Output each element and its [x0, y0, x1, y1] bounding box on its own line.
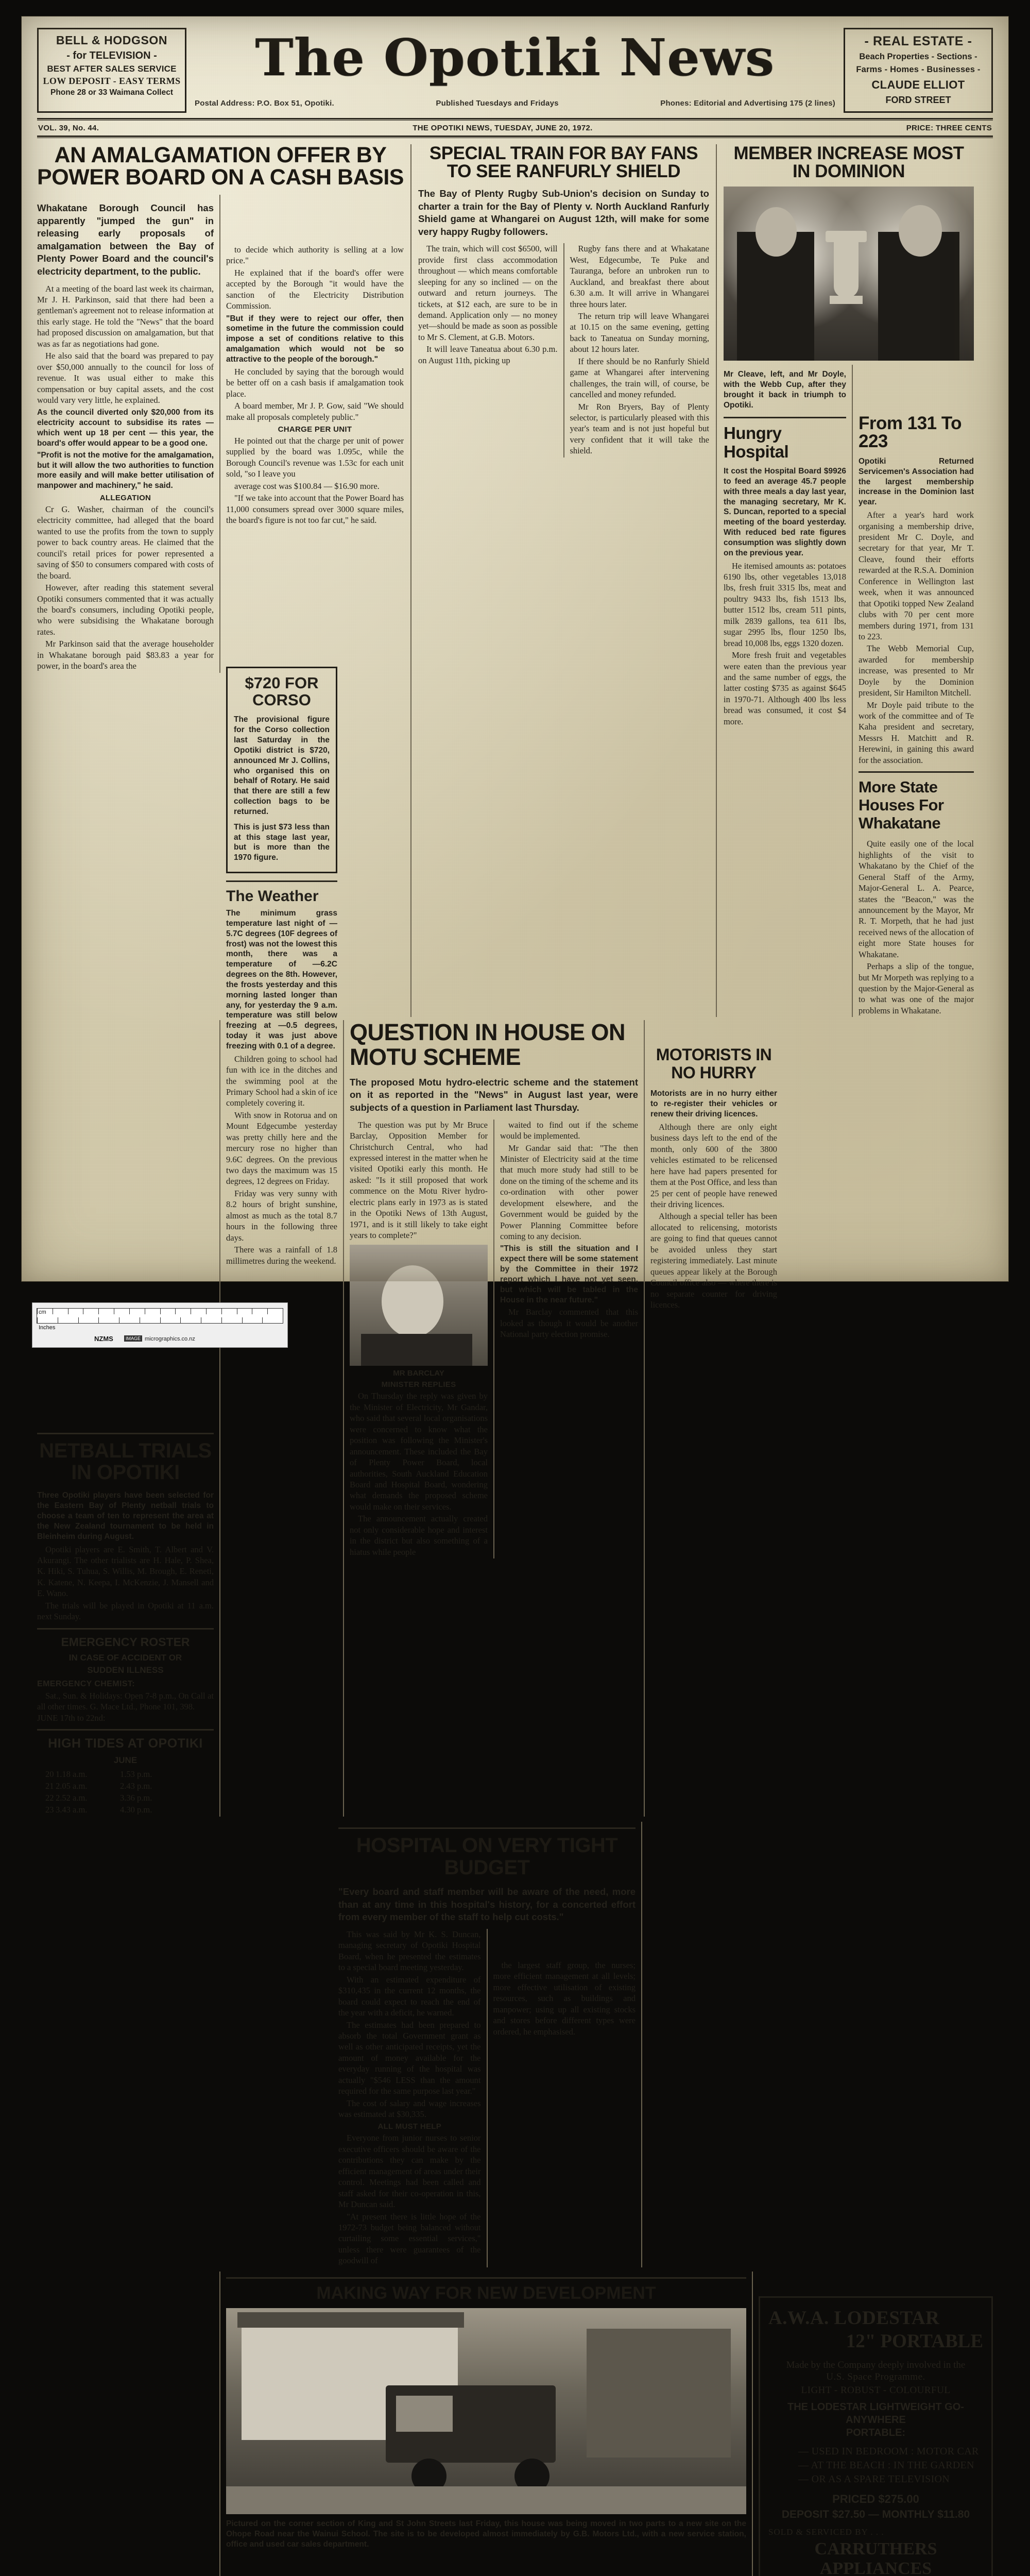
ad-service-line: BEST AFTER SALES SERVICE	[47, 64, 177, 74]
weather-bold-para: The minimum grass temperature last night of —5.7C degrees (10F degrees of frost) was not the lowest this month, there was a temperature of —6.2C degrees on the 8th. However, the frosts yesterday and this morning lasted longer than any, for yesterday the 9 a.m. temperature was still below freezing at —0.5 degrees, today it was just above freezing with 0.1 of a degree.	[226, 909, 337, 1050]
awa-bullet: — AT THE BEACH : IN THE GARDEN	[798, 2460, 974, 2471]
amalgamation-para: He concluded by saying that the borough would be better off on a cash basis if amalgamation took place.	[226, 366, 404, 399]
table-row	[37, 1781, 214, 1791]
awa-line-2: U.S. Space Programme.	[826, 2371, 925, 2383]
amalgamation-para: He pointed out that the charge per unit of power supplied by the board was 1.095c, while the Borough Council's revenue was 1.53c for each unit sold, "so I leave you	[226, 435, 404, 479]
photo-mr-barclay	[350, 1245, 488, 1366]
amalgamation-para: However, after reading this statement several Opotiki consumers commented that it was actually the board's consumers, including Opotiki people, who were subsidising the Whakatane borough rates.	[37, 583, 214, 637]
amalgamation-bold-para: As the council diverted only $20,000 from its electricity account to subsidise its rates — which went up 18 per cent — this year, the board's offer would appear to be a good one.	[37, 408, 214, 448]
column-corso-weather	[226, 659, 337, 1817]
column-sidebar-left	[37, 1020, 214, 1817]
tight-budget-headline: HOSPITAL ON VERY TIGHT BUDGET	[356, 1834, 618, 1879]
netball-para: Opotiki players are E. Smith, T. Albert and V. Akurangi. The other trialists are H. Hale, P. Shea, K. Hiki, S. Tuhua, S. Willis, M. Brough, E. Reneti, K. Katene, N. Keepa, I. McKenzie, J. Mansell and E. Wano.	[37, 1544, 214, 1599]
development-headline: MAKING WAY FOR NEW DEVELOPMENT	[316, 2283, 656, 2303]
column-awa-ad	[759, 2272, 993, 2576]
member-right-col	[859, 365, 974, 1017]
corso-para: This is just $73 less than at this stage last year, but is more than the 1970 figure.	[234, 822, 330, 862]
masthead-rule-bottom	[37, 135, 993, 138]
member-para: The Webb Memorial Cup, awarded for membership increase, was presented to Mr Doyle by the Dominion president, Sir Hamilton Mitchell.	[859, 643, 974, 698]
netball-para: The trials will be played in Opotiki at 11 a.m. next Sunday.	[37, 1600, 214, 1622]
hungry-para: He itemised amounts as: potatoes 6190 lbs, other vegetables 13,018 lbs, fresh fruit 3315 lbs, meat and poultry 9433 lbs, fish 1513 lbs, butter 1512 lbs, cream 511 pints, milk 2839 gallons, tea 611 lbs, sugar 2995 lbs, flour 1250 lbs, bread 10,008 lbs, eggs 1320 dozen.	[724, 561, 846, 648]
tide-am: 1.18 a.m.	[56, 1769, 88, 1780]
minister-replies-subhead: MINISTER REPLIES	[381, 1380, 456, 1389]
amalgamation-para: A board member, Mr J. P. Gow, said "We should make all proposals completely public."	[226, 401, 404, 422]
weather-headline: The Weather	[226, 888, 319, 905]
tide-am: 2.52 a.m.	[56, 1793, 88, 1803]
tight-budget-para: The cost of salary and wage increases was estimated at $30,335.	[338, 2098, 481, 2119]
cover-price: PRICE: THREE CENTS	[906, 124, 992, 132]
ad-agent-name: CLAUDE ELLIOT	[871, 78, 965, 91]
tide-day: 21	[45, 1781, 54, 1791]
awa-subtitle: 12" PORTABLE	[846, 2330, 983, 2352]
train-col-2	[570, 243, 710, 457]
corso-para: The provisional figure for the Corso collection last Saturday in the Opotiki district is $720, announced Mr J. Collins, who organised this on behalf of Rotary. He said that there are still a few collection bags to be returned.	[234, 715, 330, 816]
corso-headline: $720 FOR CORSO	[245, 674, 319, 709]
motu-col-2	[500, 1120, 638, 1558]
awa-lodestar-ad[interactable]	[759, 2296, 993, 2576]
emergency-line-1: IN CASE OF ACCIDENT OR	[68, 1652, 182, 1663]
motu-para: Mr Barclay commented that this looked as though it would be another National party election promise.	[500, 1307, 638, 1340]
column-right	[724, 144, 974, 1017]
tide-pm: 4.30 p.m.	[120, 1805, 152, 1815]
all-must-help-subhead: ALL MUST HELP	[377, 2122, 442, 2131]
amalgamation-para: Cr G. Washer, chairman of the council's electricity committee, had alleged that the board wanted to use the profits from the town to supply power to back country areas. He claimed that the council's retail prices for power represented a saving of $50 to consumers compared with costs of the board.	[37, 504, 214, 581]
ad-tagline: - for TELEVISION -	[66, 49, 157, 61]
ad-farms-line: Farms - Homes - Businesses -	[856, 65, 981, 75]
emergency-line-2: SUDDEN ILLNESS	[87, 1665, 164, 1675]
claude-elliot-ad[interactable]	[844, 28, 993, 113]
top-section	[37, 144, 993, 1017]
volume-number: VOL. 39, No. 44.	[38, 124, 99, 132]
column-motorists	[650, 1020, 777, 1817]
train-para: The return trip will leave Whangarei at 10.15 on the same evening, getting back to Taneatua on Sunday morning, about 12 hours later.	[570, 311, 709, 354]
column-centre	[418, 144, 709, 1017]
tides-table	[37, 1769, 214, 1815]
member-para: Mr Doyle paid tribute to the work of the committee and of Te Kaha president and secretary, Messrs H. Matchitt and R. Herewini, in gaining this award for the association.	[859, 700, 974, 765]
weather-para: Children going to school had fun with ice in the ditches and the swimming pool at the Primary School had a skin of ice completely covering it.	[226, 1054, 337, 1108]
masthead-subline	[195, 99, 835, 108]
development-block	[226, 2272, 746, 2576]
awa-sold-by: SOLD & SERVICED BY . . .	[768, 2527, 884, 2537]
state-houses-para: Quite easily one of the local highlights of the visit to Whakatano by the Chief of the General Staff of the Army, Major-General L. A. Pearce, states the "Beacon," was the announcement by the Mayor, Mr R. T. Morpeth, that he had just received news of the allocation of eight more State houses for Whakatane.	[859, 839, 974, 959]
motu-para: On Thursday the reply was given by the Minister of Electricity, Mr Gandar, who said that several local organisations were concerned to know what the position was following the Minister's announcement. These included the Bay of Plenty Power Board, local authorities, South Auckland Education Board and Hospital Board, wondering what demands the proposed scheme would make on their services.	[350, 1391, 488, 1512]
high-tides-title: HIGH TIDES AT OPOTIKI	[48, 1736, 203, 1751]
amalgamation-lede: Whakatane Borough Council has apparently "jumped the gun" in releasing early proposals of amalgamation between the Bay of Plenty Power Board and the council's electricity department, to the public.	[37, 202, 214, 277]
awa-company: CARRUTHERS APPLIANCES	[814, 2539, 937, 2576]
hungry-hospital-title: Hungry Hospital	[724, 423, 789, 461]
motu-para: Mr Gandar said that: "The then Minister of Electricity said at the time that much more study had still to be done on the timing of the scheme and its co-ordination with other power development elsewhere, and the Government would be guided by the Power Planning Committee before coming to any decision.	[500, 1143, 638, 1242]
awa-bullet: — OR AS A SPARE TELEVISION	[798, 2473, 950, 2485]
train-para: Mr Ron Bryers, Bay of Plenty selector, is particularly pleased with this year's team and is not just hopeful but very confident that it will take the shield.	[570, 401, 709, 456]
postal-address: Postal Address: P.O. Box 51, Opotiki.	[195, 99, 334, 108]
hungry-lede: It cost the Hospital Board $9926 to feed an average 45.7 people with three meals a day last year, the managing secretary, Mr K. S. Duncan, reported to a special meeting of the board yesterday. With reduced bed rate figures consumption was slightly down on the previous year.	[724, 467, 846, 557]
weather-section	[226, 888, 337, 1266]
photo-cleave-doyle-webb-cup	[724, 187, 974, 361]
netball-lede: Three Opotiki players have been selected for the Eastern Bay of Plenty netball trials to choose a team of ten to represent the area at the New Zealand tournament to be held in Bleinheim during August.	[37, 1491, 214, 1541]
tight-budget-col-1	[338, 1929, 481, 2267]
awa-terms: DEPOSIT $27.50 — MONTHLY $11.80	[781, 2509, 970, 2521]
awa-line-1: Made by the Company deeply involved in the	[786, 2359, 966, 2370]
column-motu	[350, 1020, 638, 1817]
amalgamation-col-2	[226, 195, 404, 673]
microfilm-scale-bar	[32, 1302, 288, 1348]
ad-real-estate-heading: - REAL ESTATE -	[864, 34, 972, 48]
hungry-hospital-headline	[724, 424, 846, 462]
amalgamation-bold-para: "Profit is not the motive for the amalgamation, but it will allow the two authorities to function more easily and will make better utilisation of manpower and machinery," he said.	[37, 450, 214, 490]
nzms-logo: NZMS	[94, 1335, 113, 1343]
tides-month: JUNE	[113, 1755, 138, 1766]
motorists-para: Although a special teller has been allocated to relicensing, motorists are going to find that queues cannot be avoided unless they start registering immediately. Last minute queues appear likely at the Borough Council office also — where there is no separate counter for driving licences.	[650, 1211, 777, 1310]
masthead	[37, 28, 993, 113]
tight-budget-para: This was said by Mr K. S. Duncan, managing secretary of Opotiki Hospital Board, when he presented the estimates to a special board meeting yesterday.	[338, 1929, 481, 1973]
from-131-to-223-headline: From 131 To 223	[859, 413, 962, 451]
amalgamation-para: He explained that if the board's offer were accepted by the Borough "it would have the sanction of the Electricity Distribution Commission.	[226, 267, 404, 311]
awa-price: PRICED $275.00	[832, 2493, 919, 2506]
tide-pm: 1.53 p.m.	[120, 1769, 152, 1780]
weather-para: Friday was very sunny with 8.2 hours of bright sunshine, almost as much as the total 8.7 hours in the following three days.	[226, 1188, 337, 1243]
awa-line-3: LIGHT - ROBUST - COLOURFUL	[801, 2385, 951, 2396]
train-para: It will leave Taneatua about 6.30 p.m. on August 11th, picking up	[418, 344, 558, 365]
motu-lede: The proposed Motu hydro-electric scheme and the statement on it as reported in the "News" in August last year, were subjects of a question in Parliament last Thursday.	[350, 1076, 638, 1113]
train-para: If there should be no Ranfurly Shield game at Whangarei after intervening challenges, the train will, of course, be cancelled and money refunded.	[570, 356, 709, 400]
amalgamation-para: Mr Parkinson said that the average householder in Whakatane borough paid $83.83 a year for power, in the board's area the	[37, 639, 214, 671]
train-para: The train, which will cost $6500, will provide first class accommodation throughout — which means comfortable sleeping for any so inclined — on the outward and return journeys. The tickets, at $12 each, are sure to be in demand. Application only — no money yet—should be made as soon as possible to Mr S. Clement, at G.B. Motors.	[418, 244, 558, 342]
weather-para: With snow in Rotorua and on Mount Edgecumbe yesterday was pretty chilly here and the mercury rose no higher than 9.6C degrees. On the previous two days the maximum was 15 degrees, 12 degrees on Friday.	[226, 1110, 337, 1187]
masthead-title-block	[186, 28, 844, 113]
awa-title: A.W.A. LODESTAR	[768, 2307, 940, 2329]
ad-phone-line: Phone 28 or 33 Waimana Collect	[50, 88, 174, 97]
barclay-photo-caption: MR BARCLAY	[393, 1369, 444, 1378]
tide-pm: 3.36 p.m.	[120, 1793, 152, 1803]
amalgamation-para: average cost was $100.84 — $16.90 more.	[234, 481, 380, 491]
awa-bullet: — USED IN BEDROOM : MOTOR CAR	[798, 2446, 979, 2458]
member-para: Opotiki Returned Servicemen's Association had the largest membership increase in the Dominion last year.	[859, 457, 974, 507]
tide-am: 2.05 a.m.	[56, 1781, 88, 1791]
tide-am: 3.43 a.m.	[56, 1805, 88, 1815]
tide-day: 22	[45, 1793, 54, 1803]
emergency-roster-title: EMERGENCY ROSTER	[61, 1635, 190, 1649]
ad-company-name: BELL & HODGSON	[56, 33, 168, 47]
emergency-chemist-body: Sat., Sun. & Holidays: Open 7-8 p.m., On Call at all other times. G. Mace Ltd., Phone 101, 398.	[37, 1690, 214, 1711]
amalgamation-para: "If we take into account that the Power Board has 11,000 consumers spread over 3000 square miles, the board's figure is not too far cut," he said.	[226, 493, 404, 526]
photo-caption: Mr Cleave, left, and Mr Doyle, with the Webb Cup, after they brought it back in triumph to Opotiki.	[724, 370, 846, 410]
awa-bold-2: PORTABLE:	[846, 2427, 906, 2439]
member-left-col	[724, 365, 846, 1017]
amalgamation-bold-para: "But if they were to reject our offer, then sometime in the future the commission could impose a set of conditions relative to this amalgamation which would not be so attractive to the people of the borough."	[226, 314, 404, 364]
table-row	[37, 1769, 214, 1780]
bottom-section	[37, 2272, 993, 2576]
tight-budget-para: "At present there is little hope of the 1972-73 budget being balanced without curtailing some essential services," unless there were guarantees of the goodwill of	[338, 2211, 481, 2266]
corso-box	[226, 667, 337, 873]
tight-budget-para: The estimates had been prepared to absorb the total Government grant as well as other anticipated receipts, yet the amount of money available for the everyday running of the hospital was actually "$546 LESS than the amount required for the same purpose last year."	[338, 2020, 481, 2096]
column-left	[37, 144, 404, 1017]
table-row	[37, 1793, 214, 1803]
motorists-lede: Motorists are in no hurry either to re-register their vehicles or renew their driving licences.	[650, 1089, 777, 1119]
publication-frequency: Published Tuesdays and Fridays	[436, 99, 559, 108]
train-lede: The Bay of Plenty Rugby Sub-Union's decision on Sunday to charter a train for the Bay of Plenty v. North Auckland Ranfurly Shield game at Whangarei on August 12th, will make for some very happy Rugby followers.	[418, 188, 709, 237]
issue-dateline: THE OPOTIKI NEWS, TUESDAY, JUNE 20, 1972.	[413, 124, 593, 132]
tight-budget-para: Everyone from junior nurses to senior executive officers should be aware of the contributions they can make by the efficient management of areas under their control. Meetings had been called and staff asked for their co-operation in this, Mr Duncan said.	[338, 2133, 481, 2210]
nzms-badge: IMAGE	[124, 1335, 142, 1342]
bell-hodgson-ad[interactable]	[37, 28, 186, 113]
ad-properties-line: Beach Properties - Sections -	[859, 52, 977, 61]
state-houses-para: Perhaps a slip of the tongue, but Mr Morpeth was replying to a question by the Major-General as to what was one of the major problems in Whakatane.	[859, 961, 974, 1015]
train-col-1	[418, 243, 558, 457]
train-para: Rugby fans there and at Whakatane West, Edgecumbe, Te Puke and Tauranga, before an unbroken run to Auckland, and breakfast there about 6.30 a.m. It will arrive in Whangarei three hours later.	[570, 244, 709, 309]
scale-unit-cm: cm	[39, 1309, 46, 1315]
netball-headline: NETBALL TRIALS IN OPOTIKI	[39, 1439, 212, 1484]
member-para: After a year's hard work organising a membership drive, president Mr C. Doyle, and secretary for that year, Mr T. Cleave, found their efforts rewarded at the R.S.A. Dominion Conference in Wellington last week, when it was announced that Opotiki topped New Zealand clubs with 70 per cent more members during 1971, from 131 to 223.	[859, 510, 974, 641]
newspaper-title: The Opotiki News	[255, 28, 775, 88]
phone-numbers: Phones: Editorial and Advertising 175 (2 lines)	[660, 99, 835, 108]
awa-bold-1: THE LODESTAR LIGHTWEIGHT GO-ANYWHERE	[787, 2401, 964, 2426]
motu-headline: QUESTION IN HOUSE ON MOTU SCHEME	[350, 1019, 626, 1070]
development-photo-caption: Pictured on the corner section of King and St John Streets last Friday, this house was being moved in two parts to a new site on the Ohope Road near the Wainui School. The site is to be developed almost immediately by G.B. Motors Ltd., with a new service station, office and used car sales department.	[226, 2519, 746, 2549]
scale-unit-inches: Inches	[39, 1325, 56, 1331]
tight-budget-para: With an estimated expenditure of $310,435 in the current 12 months, the board could expect to reach the end of the year with a deficit, he warned.	[338, 1974, 481, 2018]
motorists-headline: MOTORISTS IN NO HURRY	[656, 1045, 772, 1082]
tight-budget-block	[338, 1822, 636, 2267]
allegation-subhead: ALLEGATION	[99, 494, 151, 502]
tide-day: 20	[45, 1769, 54, 1780]
motu-bold-para: "This is still the situation and I expect there will be some statement by the Committee in their 1972 report which I have not yet seen, but which will be tabled in the House in the near future."	[500, 1244, 638, 1304]
tight-budget-lede: "Every board and staff member will be aware of the need, more than at any time in this hospital's history, for a concerted effort from every member of the staff to help cut costs."	[338, 1886, 636, 1923]
ad-terms-line: LOW DEPOSIT - EASY TERMS	[43, 76, 181, 87]
member-increase-headline: MEMBER INCREASE MOST IN DOMINION	[733, 143, 964, 181]
train-headline: SPECIAL TRAIN FOR BAY FANS TO SEE RANFURLY SHIELD	[429, 143, 698, 181]
motu-col-1	[350, 1120, 488, 1558]
weather-para: There was a rainfall of 1.8 millimetres during the weekend.	[226, 1245, 337, 1266]
micrographics-url: micrographics.co.nz	[145, 1336, 195, 1342]
tight-budget-col-2	[493, 1929, 636, 2267]
motu-para: The question was put by Mr Bruce Barclay, Opposition Member for Christchurch Central, who had expressed interest in the matter when he visited Opotiki early this month. He asked: "Is it still proposed that work commence on the Motu River hydro-electric plans early in 1973 as is stated in the Opotiki News of 13th August, 1971, and is it still likely to take eight years to complete?"	[350, 1120, 488, 1241]
emergency-chemist-label: EMERGENCY CHEMIST:	[37, 1679, 135, 1688]
amalgamation-headline: AN AMALGAMATION OFFER BY POWER BOARD ON A CASH BASIS	[37, 143, 404, 190]
ruler-graphic	[37, 1308, 283, 1324]
emergency-dates: JUNE 17th to 22nd:	[37, 1713, 106, 1723]
amalgamation-para: He also said that the board was prepared to pay over $50,000 annually to the council for loss of revenue. It was usual either to make this compensation or buy capital assets, and the cost would vary very little, he explained.	[37, 351, 214, 405]
tide-day: 23	[45, 1805, 54, 1815]
motorists-para: Although there are only eight business days left to the end of the month, only 600 of the 3800 vehicles estimated to be relicensed here have had papers presented for them at the Post Office, and less than 25 per cent of people have renewed their driving licences.	[650, 1122, 777, 1209]
table-row	[37, 1805, 214, 1815]
hungry-para: More fresh fruit and vegetables were eaten than the previous year and the same number of eggs, the latter costing $735 as against $645 in 1970-71. Although 400 lbs less bread was consumed, it cost $4 more.	[724, 650, 846, 726]
amalgamation-para: At a meeting of the board last week its chairman, Mr J. H. Parkinson, said that there had been a gentleman's agreement not to release information at this early stage. He told the "News" that the board had proposed discussion on amalgamation, but that was as far as negotiations had gone.	[37, 283, 214, 349]
volume-bar	[37, 121, 993, 135]
motu-para: waited to find out if the scheme would be implemented.	[500, 1120, 638, 1141]
tide-pm: 2.43 p.m.	[120, 1781, 152, 1791]
charge-per-unit-subhead: CHARGE PER UNIT	[278, 425, 352, 434]
state-houses-headline: More State Houses For Whakatane	[859, 778, 944, 832]
photo-house-removal	[226, 2308, 746, 2514]
ad-street: FORD STREET	[885, 94, 951, 105]
tight-budget-para: the largest staff group, the nurses; more efficient management at all levels; more effective utilisation of existing resources, such as buildings and manpower; using up all existing stocks and stores before different types were ordered, he emphasised.	[493, 1960, 636, 2037]
motu-para: The announcement actually created not only considerable hope and interest in the district but also something of a hiatus while people	[350, 1514, 488, 1557]
amalgamation-col-1	[37, 195, 214, 673]
tight-budget-section	[37, 1822, 993, 2267]
amalgamation-para: to decide which authority is selling at a low price."	[226, 245, 404, 266]
